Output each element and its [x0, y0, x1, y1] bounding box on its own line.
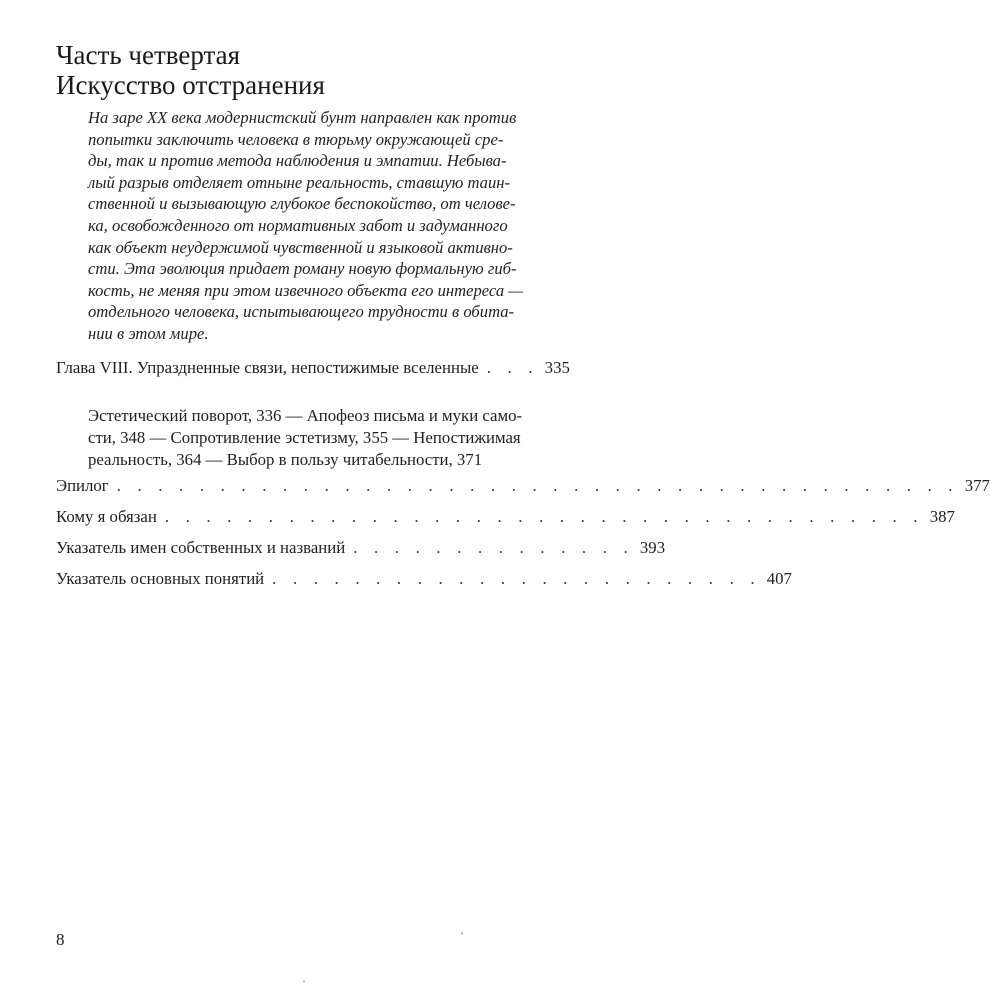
paper-speck [303, 980, 305, 983]
part-number: Часть четвертая [56, 40, 240, 70]
abstract-line: ственной и вызывающую глубокое беспокойство, от челове- [88, 194, 516, 214]
toc-entry-title: Эпилог [56, 476, 109, 495]
part-abstract [88, 107, 568, 345]
toc-entry-title: Глава VIII. Упраздненные связи, непостижимые вселенные [56, 358, 479, 377]
toc-entry-page: 377 [964, 476, 990, 495]
abstract-line: нии в этом мире. [88, 323, 209, 343]
abstract-line: попытки заключить человека в тюрьму окружающей сре- [88, 129, 504, 149]
toc-entry-concept-index [56, 568, 792, 590]
toc-entry-epilogue [56, 475, 990, 497]
toc-entry-title: Указатель основных понятий [56, 569, 265, 588]
toc-leader-dots: . . . . . . . . . . . . . . . . . . . . . . . . [272, 569, 761, 588]
chapter-subsections [88, 405, 568, 471]
toc-entry-page: 335 [544, 358, 570, 377]
abstract-line: ды, так и против метода наблюдения и эмпатии. Небыва- [88, 151, 507, 171]
toc-leader-dots: . . . [486, 358, 539, 377]
toc-entry-title: Кому я обязан [56, 507, 157, 526]
toc-leader-dots: . . . . . . . . . . . . . . [353, 538, 634, 557]
page-number: 8 [56, 930, 65, 949]
abstract-line: ка, освобожденного от нормативных забот и задуманного [88, 215, 508, 235]
abstract-line: как объект неудержимой чувственной и языковой активно- [88, 237, 513, 257]
subsection-line: Эстетический поворот, 336 — Апофеоз письма и муки само- [88, 406, 523, 425]
toc-entry-chapter-8 [56, 357, 568, 379]
toc-leader-dots: . . . . . . . . . . . . . . . . . . . . . . . . . . . . . . . . . . . . . . . . . [116, 476, 959, 495]
abstract-line: сти. Эта эволюция придает роману новую формальную гиб- [88, 259, 517, 279]
part-title: Искусство отстранения [56, 70, 325, 100]
toc-leader-dots: . . . . . . . . . . . . . . . . . . . . . . . . . . . . . . . . . . . . . [164, 507, 924, 526]
toc-entry-acknowledgements [56, 506, 955, 528]
paper-speck [461, 932, 463, 935]
part-heading [56, 40, 325, 100]
toc-entry-page: 387 [929, 507, 955, 526]
toc-entry-name-index [56, 537, 666, 559]
subsection-line: реальность, 364 — Выбор в пользу читабельности, 371 [88, 450, 483, 469]
toc-entry-title: Указатель имен собственных и названий [56, 538, 346, 557]
toc-entry-page: 407 [766, 569, 792, 588]
abstract-line: кость, не меняя при этом извечного объекта его интереса — [88, 280, 524, 300]
abstract-line: отдельного человека, испытывающего трудности в обита- [88, 302, 515, 322]
subsection-line: сти, 348 — Сопротивление эстетизму, 355 — Непостижимая [88, 428, 521, 447]
abstract-line: На заре XX века модернистский бунт направлен как против [88, 108, 517, 127]
abstract-line: лый разрыв отделяет отныне реальность, ставшую таин- [88, 172, 511, 192]
toc-entry-page: 393 [639, 538, 666, 557]
